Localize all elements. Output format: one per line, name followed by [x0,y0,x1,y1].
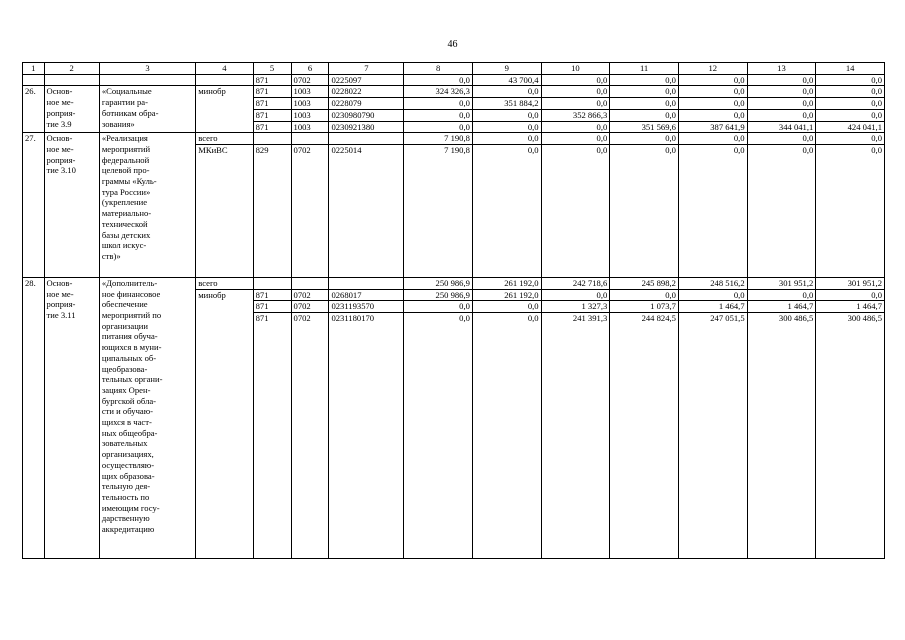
value-cell: 0,0 [747,109,816,121]
value-cell: 351 884,2 [472,98,541,110]
cell-target-code: 0230921380 [329,121,404,133]
total-value-cell: 0,0 [747,133,816,145]
value-cell: 0,0 [541,74,610,86]
value-cell: 300 486,5 [816,313,885,559]
cell-section-code: 0702 [291,289,329,301]
total-value-cell: 242 718,6 [541,277,610,289]
value-cell: 0,0 [678,86,747,98]
value-cell: 1 327,3 [541,301,610,313]
cell-ministry-code: 871 [253,109,291,121]
total-label: всего [196,133,253,145]
header-cell: 9 [472,63,541,75]
cell-ministry-code: 871 [253,98,291,110]
value-cell: 0,0 [404,109,473,121]
empty-cell [253,133,291,145]
value-cell: 0,0 [472,144,541,277]
cell-section-code: 0702 [291,301,329,313]
total-value-cell: 0,0 [541,133,610,145]
cell-section-code: 0702 [291,313,329,559]
measure-type: Основ- ное ме- роприя- тие 3.11 [44,277,99,558]
value-cell: 261 192,0 [472,289,541,301]
header-cell: 2 [44,63,99,75]
budget-table [22,62,885,559]
value-cell: 43 700,4 [472,74,541,86]
value-cell: 0,0 [404,74,473,86]
cell-section-code: 0702 [291,144,329,277]
header-cell: 3 [99,63,195,75]
row-number: 26. [23,86,45,133]
row-number: 28. [23,277,45,558]
header-cell: 7 [329,63,404,75]
measure-name: «Социальные гарантии ра- ботникам обра- зования» [99,86,195,133]
value-cell: 1 464,7 [816,301,885,313]
total-value-cell: 7 190,8 [404,133,473,145]
measure-type: Основ- ное ме- роприя- тие 3.9 [44,86,99,133]
table-row [23,277,885,289]
cell-section-code: 0702 [291,74,329,86]
value-cell: 0,0 [472,301,541,313]
total-value-cell: 248 516,2 [678,277,747,289]
value-cell: 300 486,5 [747,313,816,559]
value-cell: 351 569,6 [610,121,679,133]
measure-name: «Реализация мероприятий федеральной целевой про- граммы «Куль- тура России» (укрепление материально- технической базы детских школ искус- ств)» [99,133,195,278]
empty-cell [329,133,404,145]
cell-ministry-code: 871 [253,74,291,86]
empty-cell [44,74,99,86]
header-cell: 12 [678,63,747,75]
responsible: минобр [196,289,253,558]
value-cell: 344 041,1 [747,121,816,133]
header-cell: 6 [291,63,329,75]
cell-ministry-code: 871 [253,86,291,98]
empty-cell [291,133,329,145]
row-number: 27. [23,133,45,278]
value-cell: 0,0 [816,109,885,121]
cell-target-code: 0230980790 [329,109,404,121]
value-cell: 7 190,8 [404,144,473,277]
cell-target-code: 0268017 [329,289,404,301]
cell-ministry-code: 871 [253,289,291,301]
empty-cell [291,277,329,289]
cell-target-code: 0231180170 [329,313,404,559]
value-cell: 0,0 [816,289,885,301]
page-number: 46 [447,39,458,50]
value-cell: 0,0 [678,109,747,121]
value-cell: 247 051,5 [678,313,747,559]
value-cell: 0,0 [404,98,473,110]
header-cell: 14 [816,63,885,75]
value-cell: 0,0 [610,289,679,301]
value-cell: 0,0 [678,74,747,86]
header-cell: 8 [404,63,473,75]
cell-target-code: 0231193570 [329,301,404,313]
cell-target-code: 0228079 [329,98,404,110]
value-cell: 0,0 [472,109,541,121]
total-value-cell: 0,0 [816,133,885,145]
value-cell: 0,0 [678,98,747,110]
value-cell: 0,0 [678,289,747,301]
responsible: минобр [196,86,253,133]
cell-ministry-code: 871 [253,313,291,559]
header-cell: 13 [747,63,816,75]
cell-target-code: 0225097 [329,74,404,86]
cell-section-code: 1003 [291,109,329,121]
value-cell: 0,0 [541,289,610,301]
value-cell: 0,0 [472,313,541,559]
cell-ministry-code: 829 [253,144,291,277]
value-cell: 0,0 [747,144,816,277]
value-cell: 0,0 [610,144,679,277]
value-cell: 0,0 [747,289,816,301]
total-value-cell: 245 898,2 [610,277,679,289]
value-cell: 324 326,3 [404,86,473,98]
value-cell: 250 986,9 [404,289,473,301]
total-value-cell: 0,0 [472,133,541,145]
header-cell: 1 [23,63,45,75]
empty-cell [99,74,195,86]
value-cell: 0,0 [610,74,679,86]
value-cell: 0,0 [610,86,679,98]
value-cell: 0,0 [816,74,885,86]
total-value-cell: 0,0 [678,133,747,145]
cell-section-code: 1003 [291,86,329,98]
value-cell: 0,0 [404,121,473,133]
value-cell: 0,0 [747,74,816,86]
total-value-cell: 0,0 [610,133,679,145]
cell-section-code: 1003 [291,121,329,133]
empty-cell [253,277,291,289]
measure-name: «Дополнитель- ное финансовое обеспечение мероприятий по организации питания обуча- ющихся в муни- ципальных об- щеобразова- тельных органи- зациях Орен- бургской обла- сти и обучаю- щихся в част- ных общеобра- зовательных организациях, осуществляю- щих образова- тельную дея- тельность по имеющим госу- дарственную аккредитацию [99,277,195,558]
header-cell: 11 [610,63,679,75]
value-cell: 1 464,7 [747,301,816,313]
empty-cell [23,74,45,86]
responsible: МКиВС [196,144,253,277]
value-cell: 0,0 [816,98,885,110]
value-cell: 424 041,1 [816,121,885,133]
value-cell: 0,0 [472,86,541,98]
measure-type: Основ- ное ме- роприя- тие 3.10 [44,133,99,278]
value-cell: 387 641,9 [678,121,747,133]
value-cell: 244 824,5 [610,313,679,559]
total-value-cell: 261 192,0 [472,277,541,289]
value-cell: 241 391,3 [541,313,610,559]
total-label: всего [196,277,253,289]
value-cell: 0,0 [541,86,610,98]
header-cell: 5 [253,63,291,75]
value-cell: 1 073,7 [610,301,679,313]
value-cell: 0,0 [610,109,679,121]
value-cell: 0,0 [678,144,747,277]
cell-target-code: 0225014 [329,144,404,277]
value-cell: 0,0 [404,313,473,559]
header-cell: 10 [541,63,610,75]
value-cell: 0,0 [610,98,679,110]
value-cell: 0,0 [541,121,610,133]
value-cell: 0,0 [472,121,541,133]
value-cell: 0,0 [816,144,885,277]
cell-ministry-code: 871 [253,121,291,133]
table-row [23,74,885,86]
table-row [23,86,885,98]
cell-ministry-code: 871 [253,301,291,313]
value-cell: 0,0 [747,98,816,110]
value-cell: 0,0 [816,86,885,98]
total-value-cell: 250 986,9 [404,277,473,289]
header-row [23,63,885,75]
value-cell: 0,0 [404,301,473,313]
cell-section-code: 1003 [291,98,329,110]
total-value-cell: 301 951,2 [747,277,816,289]
value-cell: 0,0 [541,144,610,277]
value-cell: 0,0 [541,98,610,110]
header-cell: 4 [196,63,253,75]
table-row [23,133,885,145]
total-value-cell: 301 951,2 [816,277,885,289]
value-cell: 352 866,3 [541,109,610,121]
cell-target-code: 0228022 [329,86,404,98]
empty-cell [329,277,404,289]
value-cell: 0,0 [747,86,816,98]
empty-cell [196,74,253,86]
value-cell: 1 464,7 [678,301,747,313]
